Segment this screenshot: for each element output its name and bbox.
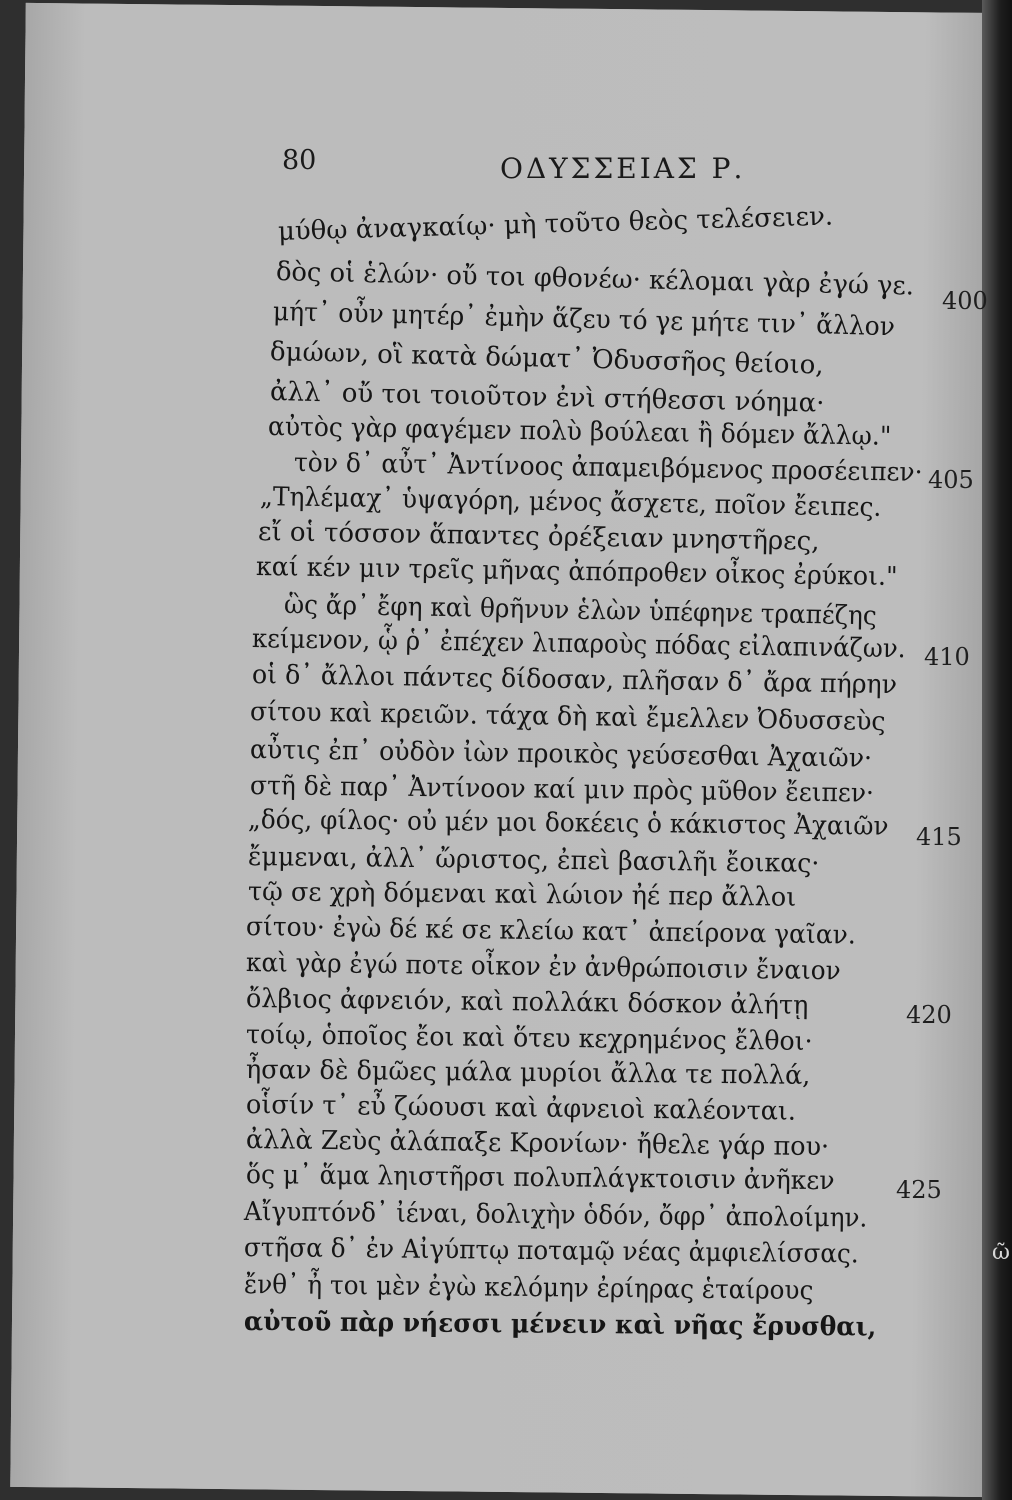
line-number: 425 (896, 1176, 942, 1204)
verse-line: ἀλλὰ Ζεὺς ἀλάπαξε Κρονίων· ἤθελε γάρ που· (245, 1125, 830, 1163)
spine-mark: ῶ (992, 1240, 1010, 1265)
verse-line: δὸς οἱ ἑλών· οὔ τοι φθονέω· κέλομαι γὰρ ἐγώ γε. (275, 257, 915, 302)
verse-line: ἔμμεναι, ἀλλ᾽ ὤριστος, ἐπεὶ βασιλῆι ἔοικας· (247, 842, 820, 879)
verse-line: ἀλλ᾽ οὔ τοι τοιοῦτον ἐνὶ στήθεσσι νόημα· (269, 377, 825, 419)
verse-line: τοίῳ, ὁποῖος ἔοι καὶ ὅτευ κεχρημένος ἔλθοι· (245, 1020, 813, 1057)
verse-line: κείμενον, ᾧ ῥ᾽ ἐπέχεν λιπαροὺς πόδας εἰλαπινάζων. (251, 624, 906, 665)
verse-line: Αἴγυπτόνδ᾽ ἰέναι, δολιχὴν ὁδόν, ὄφρ᾽ ἀπολοίμην. (243, 1197, 868, 1234)
verse-line: αὖτις ἐπ᾽ οὐδὸν ἰὼν προικὸς γεύσεσθαι Ἀχαιῶν· (249, 735, 873, 774)
verse-line: μύθῳ ἀναγκαίῳ· μὴ τοῦτο θεὸς τελέσειεν. (277, 201, 834, 247)
verse-line: τὸν δ᾽ αὖτ᾽ Ἀντίνοος ἀπαμειβόμενος προσέειπεν· (293, 448, 923, 488)
verse-line: οἱ δ᾽ ἄλλοι πάντες δίδοσαν, πλῆσαν δ᾽ ἄρα πήρην (251, 660, 898, 701)
verse-line: „Τηλέμαχ᾽ ὑψαγόρη, μένος ἄσχετε, ποῖον ἔειπες. (259, 482, 882, 523)
verse-line: ὅς μ᾽ ἅμα ληιστῆρσι πολυπλάγκτοισιν ἀνῆκεν (245, 1160, 835, 1197)
verse-line: μήτ᾽ οὖν μητέρ᾽ ἐμὴν ἅζευ τό γε μήτε τιν᾽ ἄλλον (272, 297, 896, 343)
verse-line: σίτου· ἐγὼ δέ κέ σε κλείω κατ᾽ ἀπείρονα γαῖαν. (245, 912, 856, 951)
verse-line: στῆ δὲ παρ᾽ Ἀντίνοον καί μιν πρὸς μῦθον ἔειπεν· (249, 771, 875, 809)
line-number: 400 (942, 287, 988, 315)
line-number: 410 (924, 643, 970, 671)
verse-line: εἴ οἱ τόσσον ἅπαντες ὀρέξειαν μνηστῆρες, (257, 517, 820, 557)
verse-line: οἷσίν τ᾽ εὖ ζώουσι καὶ ἀφνειοὶ καλέονται. (245, 1090, 797, 1127)
line-number: 420 (906, 1001, 952, 1029)
verse-line: ἔνθ᾽ ἦ τοι μὲν ἐγὼ κελόμην ἐρίηρας ἑταίρους (243, 1270, 814, 1306)
verse-line: σίτου καὶ κρειῶν. τάχα δὴ καὶ ἔμελλεν Ὀδυσσεὺς (249, 697, 886, 737)
verse-line: ὣς ἄρ᾽ ἔφη καὶ θρῆνυν ἑλὼν ὑπέφηνε τραπέζης (283, 590, 877, 632)
page-number: 80 (282, 145, 317, 176)
line-number: 415 (916, 823, 962, 851)
verse-line: αὐτὸς γὰρ φαγέμεν πολὺ βούλεαι ἢ δόμεν ἄλλῳ." (267, 412, 892, 452)
verse-line: ἦσαν δὲ δμῶες μάλα μυρίοι ἄλλα τε πολλά, (245, 1055, 811, 1091)
verse-line: στῆσα δ᾽ ἐν Αἰγύπτῳ ποταμῷ νέας ἀμφιελίσσας. (243, 1233, 859, 1270)
verse-line: „δός, φίλος· οὐ μέν μοι δοκέεις ὁ κάκιστος Ἀχαιῶν (247, 805, 889, 842)
verse-line: καί κέν μιν τρεῖς μῆνας ἀπόπροθεν οἶκος ἐρύκοι." (255, 552, 898, 593)
verse-line: καὶ γὰρ ἐγώ ποτε οἶκον ἐν ἀνθρώποισιν ἔναιον (245, 948, 841, 987)
line-number: 405 (928, 466, 974, 494)
verse-line: δμώων, οἳ κατὰ δώματ᾽ Ὀδυσσῆος θείοιο, (269, 337, 824, 381)
verse-line: ὄλβιος ἀφνειόν, καὶ πολλάκι δόσκον ἀλήτῃ (245, 984, 809, 1021)
verse-line: τῷ σε χρὴ δόμεναι καὶ λώιον ἠέ περ ἄλλοι (247, 877, 797, 913)
running-title: ΟΔΥΣΣΕΙΑΣ Ρ. (500, 152, 746, 185)
verse-line: αὐτοῦ πὰρ νήεσσι μένειν καὶ νῆας ἔρυσθαι, (243, 1307, 877, 1343)
